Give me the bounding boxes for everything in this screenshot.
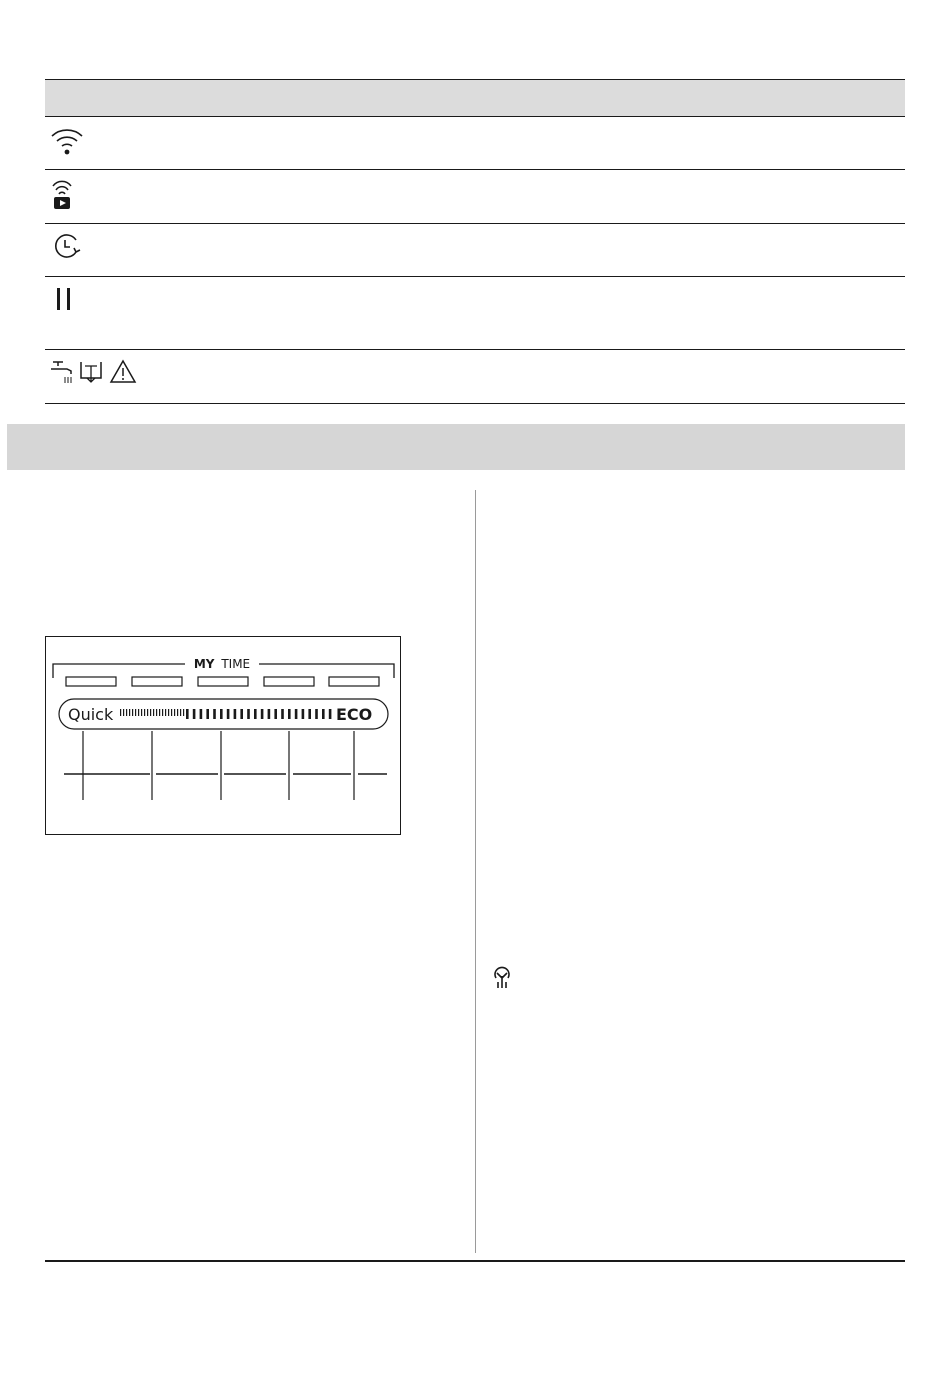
slider-tick xyxy=(247,709,250,719)
quick-label: Quick xyxy=(68,705,114,724)
indicator-2 xyxy=(132,677,182,686)
slider-tick xyxy=(234,709,237,719)
callout-lines xyxy=(83,731,354,800)
slider-tick xyxy=(186,709,189,719)
slider-tick xyxy=(162,709,163,716)
slider-tick xyxy=(141,709,142,716)
slider-tick xyxy=(227,709,230,719)
table-row xyxy=(45,224,905,277)
table-row xyxy=(45,116,905,170)
slider-tick xyxy=(126,709,127,716)
slider-tick xyxy=(165,709,166,716)
water-alarm-icons xyxy=(49,358,139,390)
table-header xyxy=(45,80,905,117)
slider-tick xyxy=(183,709,184,716)
remote-start-icon xyxy=(50,178,74,214)
section-heading-band xyxy=(7,424,905,470)
indicator-1 xyxy=(66,677,116,686)
slider-tick xyxy=(315,709,318,719)
wifi-icon xyxy=(50,124,84,160)
my-time-panel-figure xyxy=(45,636,401,835)
eco-label: ECO xyxy=(336,705,373,724)
indicator-3 xyxy=(198,677,248,686)
slider-tick xyxy=(120,709,121,716)
slider-tick xyxy=(302,709,305,719)
slider-tick xyxy=(240,709,243,719)
slider-tick xyxy=(274,709,277,719)
my-time-label: MY TIME xyxy=(193,657,251,671)
slider-tick xyxy=(156,709,157,716)
delay-start-icon xyxy=(50,232,82,266)
indicator-5 xyxy=(329,677,379,686)
slider-tick xyxy=(308,709,311,719)
slider-tick xyxy=(132,709,133,716)
table-row xyxy=(45,350,905,404)
slider-tick xyxy=(206,709,209,719)
slider-tick xyxy=(322,709,325,719)
slider-tick xyxy=(193,709,196,719)
table-row xyxy=(45,170,905,224)
footer-rule xyxy=(45,1260,905,1262)
slider-tick xyxy=(281,709,284,719)
slider-tick xyxy=(135,709,136,716)
slider-tick xyxy=(129,709,130,716)
slider-tick xyxy=(168,709,169,716)
slider-tick xyxy=(153,709,154,716)
slider-tick xyxy=(213,709,216,719)
slider-tick xyxy=(150,709,151,716)
slider-tick xyxy=(288,709,291,719)
drain-icon xyxy=(81,362,101,382)
slider-tick xyxy=(200,709,203,719)
slider-tick xyxy=(159,709,160,716)
indicator-4 xyxy=(264,677,314,686)
pause-icon xyxy=(50,285,80,319)
slider-tick xyxy=(174,709,175,716)
slider-tick xyxy=(147,709,148,716)
slider-tick xyxy=(268,709,271,719)
indicator-table xyxy=(45,79,905,405)
tree-icon xyxy=(490,964,514,994)
slider-tick xyxy=(171,709,172,716)
slider-tick xyxy=(295,709,298,719)
program-indicators xyxy=(66,677,379,686)
slider-tick xyxy=(220,709,223,719)
slider-tick xyxy=(123,709,124,716)
slider-tick xyxy=(138,709,139,716)
slider-tick xyxy=(254,709,257,719)
slider-tick xyxy=(144,709,145,716)
tap-icon xyxy=(51,362,71,383)
slider-tick xyxy=(329,709,332,719)
slider-tick xyxy=(261,709,264,719)
slider-tick xyxy=(177,709,178,716)
column-divider xyxy=(475,490,476,1253)
slider-ticks xyxy=(120,709,331,719)
slider-tick xyxy=(180,709,181,716)
table-row xyxy=(45,277,905,350)
warning-icon xyxy=(111,361,135,382)
